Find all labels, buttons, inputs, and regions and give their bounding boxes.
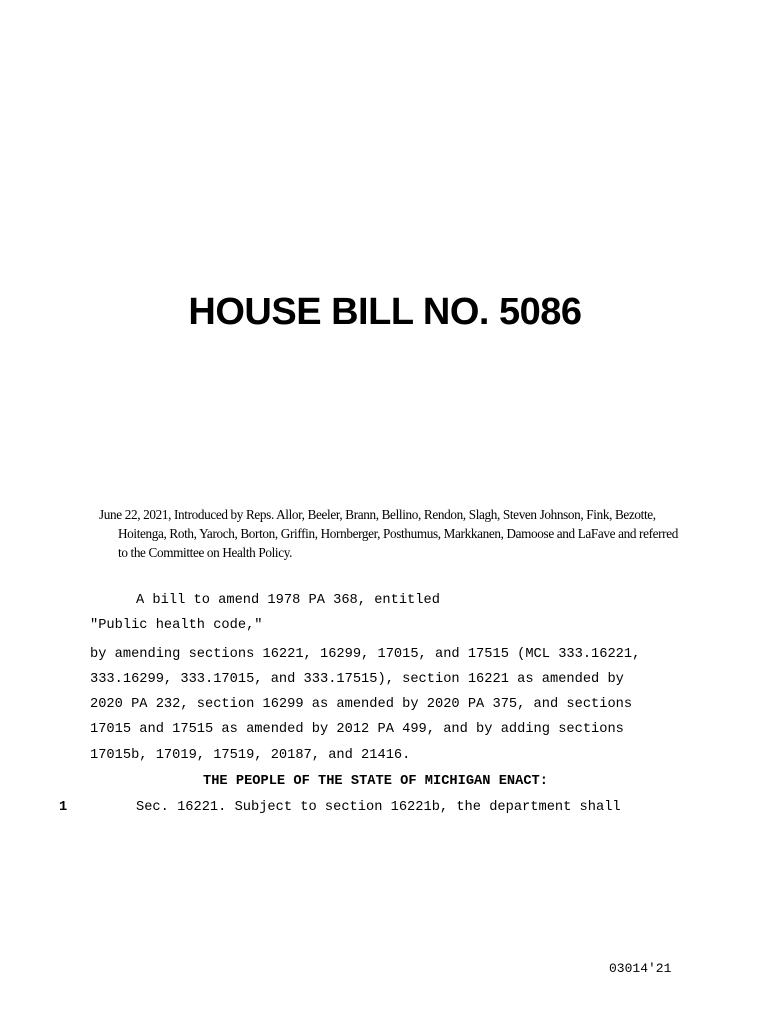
amending-line-3: 2020 PA 232, section 16299 as amended by 2020 PA 375, and sections [90,697,633,712]
act-title-line: "Public health code," [90,618,263,633]
enacting-clause: THE PEOPLE OF THE STATE OF MICHIGAN ENACT: [203,774,548,789]
document-code: 03014'21 [609,961,672,976]
amending-line-1: by amending sections 16221, 16299, 17015, and 17515 (MCL 333.16221, [90,647,641,662]
bill-title: HOUSE BILL NO. 5086 [188,291,582,333]
bill-intro-line: A bill to amend 1978 PA 368, entitled [136,593,440,608]
amending-line-5: 17015b, 17019, 17519, 20187, and 21416. [90,748,411,763]
section-text-line: Sec. 16221. Subject to section 16221b, the department shall [136,800,621,815]
line-number: 1 [59,800,68,815]
amending-line-2: 333.16299, 333.17015, and 333.17515), section 16221 as amended by [90,672,624,687]
amending-line-4: 17015 and 17515 as amended by 2012 PA 499, and by adding sections [90,722,624,737]
introduction-paragraph: June 22, 2021, Introduced by Reps. Allor, Beeler, Brann, Bellino, Rendon, Slagh, Steven Johnson, Fink, Bezotte, Hoitenga, Roth, Yaroch, Borton, Griffin, Hornberger, Posthumus, Markkanen, Damoose and LaFave and referred to the Committee on Health Policy. [99,507,678,560]
